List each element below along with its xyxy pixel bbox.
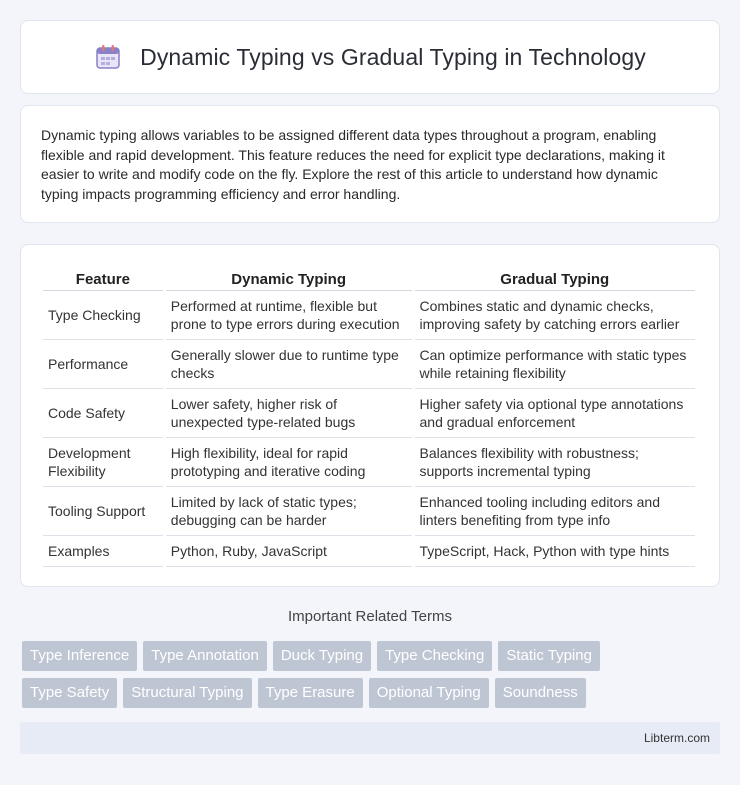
cell-feature: Tooling Support [43,487,163,536]
cell-dynamic: Limited by lack of static types; debugging can be harder [166,487,412,536]
cell-dynamic: Lower safety, higher risk of unexpected type-related bugs [166,389,412,438]
page-title: Dynamic Typing vs Gradual Typing in Technology [140,43,646,70]
cell-dynamic: Python, Ruby, JavaScript [166,536,412,567]
related-terms-title: Important Related Terms [288,608,452,625]
table-row [43,438,695,487]
comparison-table [40,267,698,567]
table-row [43,487,695,536]
table-row [43,389,695,438]
calendar-icon [94,43,122,71]
cell-gradual: Enhanced tooling including editors and linters benefiting from type info [415,487,696,536]
cell-feature: Type Checking [43,291,163,340]
tag-type-annotation[interactable]: Type Annotation [143,641,267,671]
tag-type-safety[interactable]: Type Safety [22,678,117,708]
cell-feature: Code Safety [43,389,163,438]
tag-row [22,641,722,671]
tag-soundness[interactable]: Soundness [495,678,586,708]
column-header-feature: Feature [43,267,163,291]
tag-type-inference[interactable]: Type Inference [22,641,137,671]
cell-feature: Development Flexibility [43,438,163,487]
title-card [20,20,720,94]
table-header-row [43,267,695,291]
intro-card [20,105,720,223]
cell-gradual: Combines static and dynamic checks, improving safety by catching errors earlier [415,291,696,340]
table-row [43,291,695,340]
cell-gradual: Higher safety via optional type annotations and gradual enforcement [415,389,696,438]
title-wrap [94,43,646,71]
tag-duck-typing[interactable]: Duck Typing [273,641,371,671]
table-row [43,536,695,567]
cell-dynamic: High flexibility, ideal for rapid prototyping and iterative coding [166,438,412,487]
intro-text: Dynamic typing allows variables to be assigned different data types throughout a program, enabling flexible and rapid development. This feature reduces the need for explicit type declarations, making it easier to write and modify code on the fly. Explore the rest of this article to understand how dynamic typing impacts programming efficiency and error handling. [41,127,665,202]
cell-gradual: Can optimize performance with static types while retaining flexibility [415,340,696,389]
cell-feature: Examples [43,536,163,567]
tag-optional-typing[interactable]: Optional Typing [369,678,489,708]
cell-dynamic: Performed at runtime, flexible but prone to type errors during execution [166,291,412,340]
column-header-dynamic: Dynamic Typing [166,267,412,291]
tag-type-checking[interactable]: Type Checking [377,641,492,671]
tag-type-erasure[interactable]: Type Erasure [258,678,363,708]
cell-dynamic: Generally slower due to runtime type checks [166,340,412,389]
comparison-card [20,244,720,587]
column-header-gradual: Gradual Typing [415,267,696,291]
tag-static-typing[interactable]: Static Typing [498,641,600,671]
footer [20,722,720,754]
table-row [43,340,695,389]
related-terms-tags [22,641,722,715]
cell-gradual: Balances flexibility with robustness; supports incremental typing [415,438,696,487]
tag-row [22,678,722,708]
cell-feature: Performance [43,340,163,389]
cell-gradual: TypeScript, Hack, Python with type hints [415,536,696,567]
footer-site-link[interactable]: Libterm.com [643,731,710,745]
tag-structural-typing[interactable]: Structural Typing [123,678,251,708]
